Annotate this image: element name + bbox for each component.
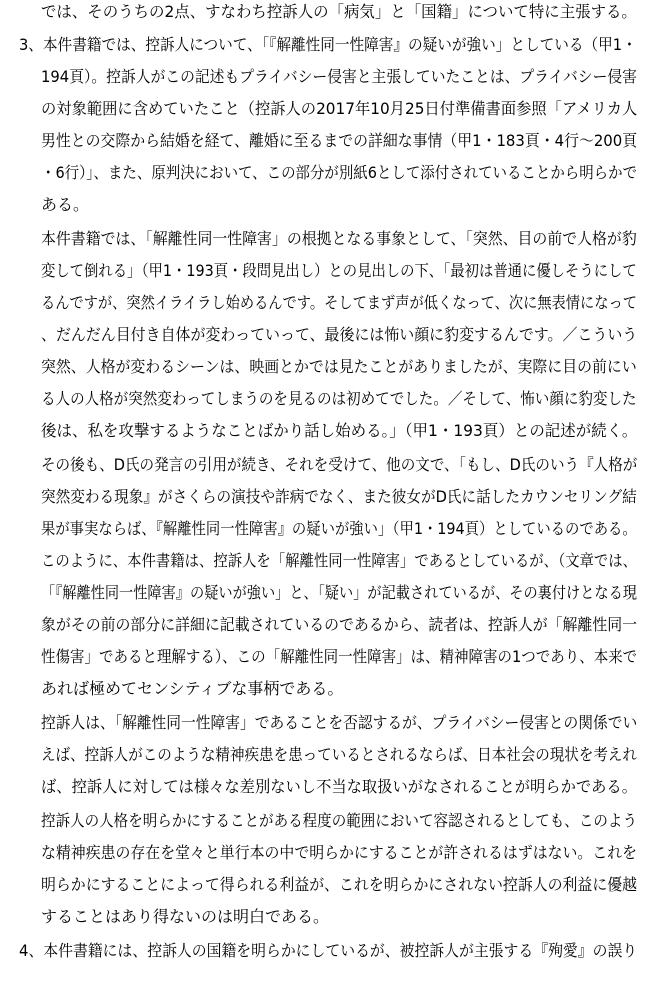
text-line: る人の人格が突然変わってしまうのを見るのは初めてでした。／そして、怖い顔に豹変した xyxy=(41,389,637,408)
text-line: えば、控訴人がこのような精神疾患を患っているとされるならば、日本社会の現状を考えれ xyxy=(41,745,637,764)
text-line: することはあり得ないのは明白である。 xyxy=(41,907,330,926)
text-line: 194頁）。控訴人がこの記述もプライバシー侵害と主張していたことは、プライバシー侵害 xyxy=(41,67,637,86)
text-line: 男性との交際から結婚を経て、離婚に至るまでの詳細な事情（甲1・183頁・4行〜200頁 xyxy=(41,131,638,150)
text-line: ある。 xyxy=(41,195,90,214)
text-line: の対象範囲に含めていたこと（控訴人の2017年10月25日付準備書面参照「アメリカ人 xyxy=(41,99,638,118)
text-line: 突然変わる現象』がさくらの演技や詐病でなく、また彼女がD氏に話したカウンセリング結 xyxy=(41,487,637,506)
text-line: ・6行）」、また、原判決において、この部分が別紙6として添付されていることから明らかで xyxy=(41,163,638,182)
text-line: では、そのうちの2点、すなわち控訴人の「病気」と「国籍」について特に主張する。 xyxy=(41,2,637,21)
text-line: 控訴人は、「解離性同一性障害」であることを否認するが、プライバシー侵害との関係でい xyxy=(41,713,638,732)
text-line: 4、本件書籍には、控訴人の国籍を明らかにしているが、被控訴人が主張する『殉愛』の誤り xyxy=(19,941,638,960)
text-line: 象がその前の部分に詳細に記載されているのであるから、読者は、控訴人が「解離性同一 xyxy=(41,615,638,634)
text-line: 後は、私を攻撃するようなことばかり話し始める。」（甲1・193頁）との記述が続く。 xyxy=(41,421,638,440)
text-line: 控訴人の人格を明らかにすることがある程度の範囲において容認されるとしても、このよう xyxy=(41,811,637,830)
text-line: 果が事実ならば、『解離性同一性障害』の疑いが強い」（甲1・194頁）としているのである。 xyxy=(41,519,637,538)
text-line: 3、本件書籍では、控訴人について、「『解離性同一性障害』の疑いが強い」としている（甲1・ xyxy=(19,35,637,54)
text-line: ば、控訴人に対しては様々な差別ないし不当な取扱いがなされることが明らかである。 xyxy=(41,777,637,796)
text-line: 変して倒れる」（甲1・193頁・段問見出し）との見出しの下、「最初は普通に優しそうにして xyxy=(41,261,637,280)
text-line: その後も、D氏の発言の引用が続き、それを受けて、他の文で、「もし、D氏のいう『人格が xyxy=(41,455,638,474)
text-line: な精神疾患の存在を堂々と単行本の中で明らかにすることが許されるはずはない。これを xyxy=(41,843,638,862)
text-line: 明らかにすることによって得られる利益が、これを明らかにされない控訴人の利益に優越 xyxy=(41,875,638,894)
text-line: 本件書籍では、「解離性同一性障害」の根拠となる事象として、「突然、目の前で人格が豹 xyxy=(41,229,637,248)
text-line: あれば極めてセンシティブな事柄である。 xyxy=(41,679,344,698)
text-line: 、だんだん目付き自体が変わっていって、最後には怖い顔に豹変するんです。／こういう xyxy=(41,325,638,344)
text-line: るんですが、突然イライラし始めるんです。そしてまず声が低くなって、次に無表情になって xyxy=(41,293,637,312)
text-line: 突然、人格が変わるシーンは、映画とかでは見たことがありましたが、実際に目の前にい xyxy=(41,357,637,376)
text-line: 「『解離性同一性障害』の疑いが強い」と、「疑い」が記載されているが、その裏付けとなる現 xyxy=(41,583,638,602)
text-line: このように、本件書籍は、控訴人を「解離性同一性障害」であるとしているが、（文章では、 xyxy=(41,551,638,570)
text-line: 性傷害」であると理解する）、この「解離性同一性障害」は、精神障害の1つであり、本来で xyxy=(41,647,638,666)
